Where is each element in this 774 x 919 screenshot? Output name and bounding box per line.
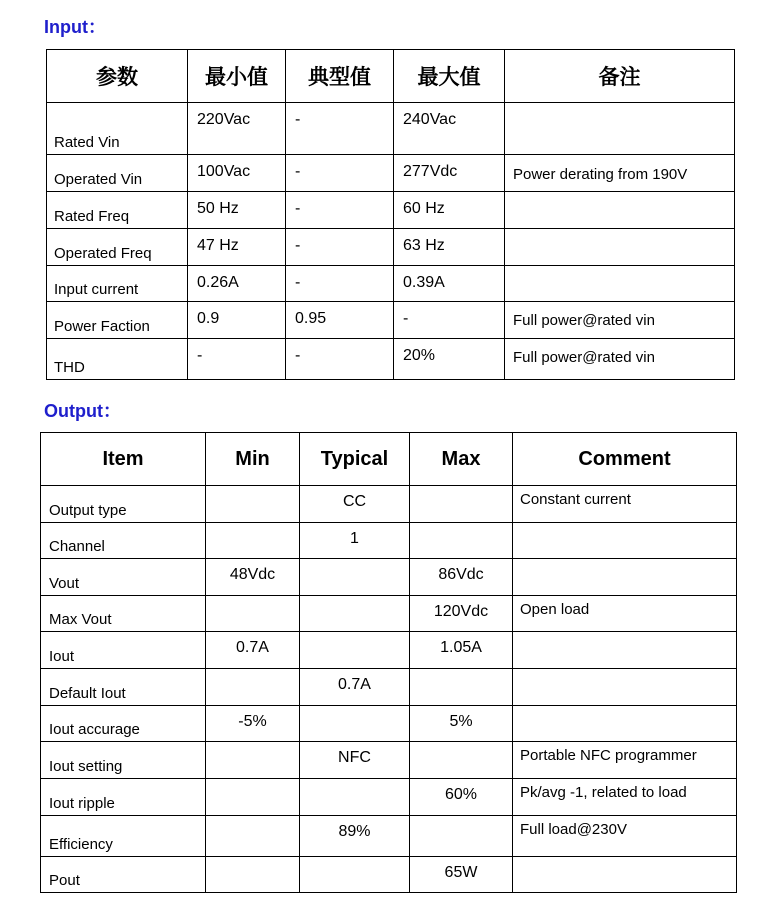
param-cell: Power Faction	[47, 302, 188, 339]
note-cell: Power derating from 190V	[505, 155, 735, 192]
comment-cell: Constant current	[513, 486, 737, 523]
max-cell	[410, 816, 513, 857]
min-cell	[206, 486, 300, 523]
comment-cell: Open load	[513, 596, 737, 632]
max-cell: 86Vdc	[410, 559, 513, 596]
min-cell	[206, 669, 300, 706]
max-cell	[410, 742, 513, 779]
typ-cell: 0.7A	[300, 669, 410, 706]
note-cell	[505, 229, 735, 266]
table-row	[47, 339, 735, 380]
max-cell: 60 Hz	[394, 192, 505, 229]
note-cell	[505, 266, 735, 302]
max-cell: 1.05A	[410, 632, 513, 669]
output-spec-table	[40, 432, 737, 893]
typ-cell	[300, 559, 410, 596]
max-cell	[410, 486, 513, 523]
min-cell: 0.7A	[206, 632, 300, 669]
typ-cell: 1	[300, 523, 410, 559]
max-cell: -	[394, 302, 505, 339]
table-row	[41, 596, 737, 632]
comment-cell: Pk/avg -1, related to load	[513, 779, 737, 816]
note-cell: Full power@rated vin	[505, 339, 735, 380]
table-row	[41, 779, 737, 816]
max-cell: 63 Hz	[394, 229, 505, 266]
min-cell: 47 Hz	[188, 229, 286, 266]
header-item: Item	[41, 433, 206, 486]
typ-cell: -	[286, 339, 394, 380]
typ-cell	[300, 706, 410, 742]
min-cell	[206, 596, 300, 632]
param-cell: Operated Vin	[47, 155, 188, 192]
header-typ: 典型值	[286, 50, 394, 103]
item-cell: Iout ripple	[41, 779, 206, 816]
header-comment: Comment	[513, 433, 737, 486]
header-param: 参数	[47, 50, 188, 103]
table-row	[47, 103, 735, 155]
table-row	[41, 669, 737, 706]
table-row	[47, 155, 735, 192]
min-cell	[206, 816, 300, 857]
table-row	[41, 742, 737, 779]
table-row	[41, 486, 737, 523]
item-cell: Iout	[41, 632, 206, 669]
table-row	[41, 706, 737, 742]
typ-cell: -	[286, 103, 394, 155]
table-row	[41, 559, 737, 596]
header-min: 最小值	[188, 50, 286, 103]
item-cell: Output type	[41, 486, 206, 523]
item-cell: Max Vout	[41, 596, 206, 632]
header-note: 备注	[505, 50, 735, 103]
header-max: 最大值	[394, 50, 505, 103]
min-cell: 50 Hz	[188, 192, 286, 229]
comment-cell	[513, 706, 737, 742]
param-cell: Rated Freq	[47, 192, 188, 229]
param-cell: Rated Vin	[47, 103, 188, 155]
max-cell: 60%	[410, 779, 513, 816]
note-cell	[505, 103, 735, 155]
max-cell: 277Vdc	[394, 155, 505, 192]
min-cell	[206, 523, 300, 559]
comment-cell	[513, 857, 737, 893]
min-cell	[206, 779, 300, 816]
item-cell: Iout setting	[41, 742, 206, 779]
min-cell: 220Vac	[188, 103, 286, 155]
max-cell: 0.39A	[394, 266, 505, 302]
table-row	[41, 857, 737, 893]
max-cell: 240Vac	[394, 103, 505, 155]
max-cell: 20%	[394, 339, 505, 380]
comment-cell	[513, 559, 737, 596]
table-row	[47, 192, 735, 229]
min-cell: -	[188, 339, 286, 380]
typ-cell	[300, 596, 410, 632]
max-cell: 120Vdc	[410, 596, 513, 632]
typ-cell: CC	[300, 486, 410, 523]
typ-cell: -	[286, 192, 394, 229]
comment-cell	[513, 523, 737, 559]
input-section-title: Input：	[44, 17, 106, 37]
param-cell: THD	[47, 339, 188, 380]
min-cell	[206, 857, 300, 893]
min-cell: 100Vac	[188, 155, 286, 192]
comment-cell: Portable NFC programmer	[513, 742, 737, 779]
typ-cell: -	[286, 266, 394, 302]
table-row	[47, 266, 735, 302]
min-cell	[206, 742, 300, 779]
min-cell: 48Vdc	[206, 559, 300, 596]
min-cell: -5%	[206, 706, 300, 742]
max-cell	[410, 523, 513, 559]
typ-cell	[300, 779, 410, 816]
header-typical: Typical	[300, 433, 410, 486]
max-cell	[410, 669, 513, 706]
output-header-row	[41, 433, 737, 486]
note-cell: Full power@rated vin	[505, 302, 735, 339]
input-header-row	[47, 50, 735, 103]
item-cell: Default Iout	[41, 669, 206, 706]
comment-cell	[513, 669, 737, 706]
typ-cell: -	[286, 155, 394, 192]
item-cell: Iout accurage	[41, 706, 206, 742]
output-section-title: Output：	[44, 401, 121, 421]
max-cell: 65W	[410, 857, 513, 893]
param-cell: Operated Freq	[47, 229, 188, 266]
typ-cell: 0.95	[286, 302, 394, 339]
param-cell: Input current	[47, 266, 188, 302]
min-cell: 0.26A	[188, 266, 286, 302]
item-cell: Efficiency	[41, 816, 206, 857]
item-cell: Pout	[41, 857, 206, 893]
table-row	[47, 229, 735, 266]
typ-cell	[300, 857, 410, 893]
note-cell	[505, 192, 735, 229]
max-cell: 5%	[410, 706, 513, 742]
comment-cell: Full load@230V	[513, 816, 737, 857]
min-cell: 0.9	[188, 302, 286, 339]
item-cell: Channel	[41, 523, 206, 559]
typ-cell	[300, 632, 410, 669]
item-cell: Vout	[41, 559, 206, 596]
comment-cell	[513, 632, 737, 669]
typ-cell: 89%	[300, 816, 410, 857]
table-row	[41, 816, 737, 857]
input-spec-table	[46, 49, 735, 380]
typ-cell: -	[286, 229, 394, 266]
table-row	[41, 632, 737, 669]
table-row	[41, 523, 737, 559]
header-max: Max	[410, 433, 513, 486]
table-row	[47, 302, 735, 339]
typ-cell: NFC	[300, 742, 410, 779]
header-min: Min	[206, 433, 300, 486]
